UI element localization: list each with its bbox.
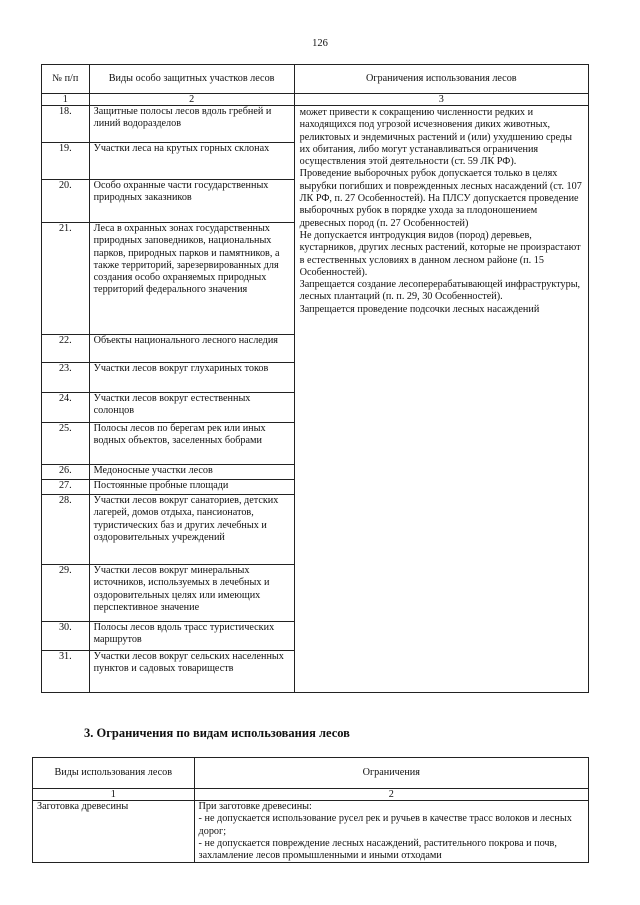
column-number-row [42, 94, 589, 106]
column-number-row [33, 789, 589, 801]
row-num: 31. [42, 651, 90, 693]
row-name: Защитные полосы лесов вдоль гребней и линий водоразделов [89, 106, 294, 143]
page-number: 126 [312, 38, 328, 49]
row-name: Участки лесов вокруг санаториев, детских лагерей, домов отдыха, пансионатов, туристических баз и других лечебных и оздоровительных учреждений [89, 495, 294, 565]
header-restrictions: Ограничения использования лесов [294, 65, 588, 94]
row-num: 21. [42, 223, 90, 335]
row-name: Особо охранные части государственных природных заказников [89, 180, 294, 223]
restriction-line: - не допускается повреждение лесных насаждений, растительного покрова и почв, захламление лесов промышленными и иными отходами [198, 837, 557, 862]
header-type: Виды особо защитных участков лесов [89, 65, 294, 94]
row-num: 24. [42, 393, 90, 423]
row-name: Участки лесов вокруг глухариных токов [89, 363, 294, 393]
col-number: 2 [89, 94, 294, 106]
row-name: Постоянные пробные площади [89, 480, 294, 495]
restriction-line: При заготовке древесины: [198, 801, 312, 812]
use-restrictions-table [32, 757, 589, 863]
row-name: Леса в охранных зонах государственных природных заповедников, национальных парков, природных парков и памятников, а также территорий, зарезервированных для создания особо охраняемых природных территорий федерального значения [89, 223, 294, 335]
row-name: Участки лесов вокруг сельских населенных пунктов и садовых товариществ [89, 651, 294, 693]
row-num: 26. [42, 465, 90, 480]
row-num: 22. [42, 335, 90, 363]
restrictions-cell [294, 106, 588, 693]
col-number: 2 [194, 789, 588, 801]
row-num: 28. [42, 495, 90, 565]
header-use-type: Виды использования лесов [33, 758, 195, 789]
row-num: 18. [42, 106, 90, 143]
table-row [42, 106, 589, 143]
row-num: 27. [42, 480, 90, 495]
row-name: Участки лесов вокруг минеральных источников, используемых в лечебных и оздоровительных целях или имеющих перспективное значение [89, 565, 294, 622]
row-name: Полосы лесов по берегам рек или иных водных объектов, заселенных бобрами [89, 423, 294, 465]
section-heading: 3. Ограничения по видам использования лесов [84, 726, 350, 740]
row-name: Участки лесов вокруг естественных солонцов [89, 393, 294, 423]
row-num: 19. [42, 143, 90, 180]
restriction-line: - не допускается использование русел рек и ручьев в качестве трасс волоков и лесных дорог; [198, 813, 572, 837]
restriction-paragraph: Проведение выборочных рубок допускается только в целях вырубки погибших и поврежденных лесных насаждений (ст. 107 ЛК РФ, п. 27 Особенностей). На ПЛСУ допускается проведение выборочных рубок в порядке ухода за плодоношением древесных пород (п. 27 Особенностей) [299, 168, 582, 229]
restriction-paragraph: может привести к сокращению численности редких и находящихся под угрозой исчезновения диких животных, реликтовых и эндемичных растений и (или) ухудшению среды их обитания, либо могут устанавливаться ограничения осуществления этой деятельности (ст. 59 ЛК РФ). [299, 107, 573, 168]
use-type-cell: Заготовка древесины [33, 801, 195, 863]
row-name: Медоносные участки лесов [89, 465, 294, 480]
restriction-paragraph: Запрещается проведение подсочки лесных насаждений [299, 303, 540, 315]
col-number: 1 [42, 94, 90, 106]
restriction-paragraph: Не допускается интродукция видов (пород) деревьев, кустарников, других лесных растений, которые не произрастают в естественных условиях в данном лесном районе (п. 15 Особенностей). [299, 229, 581, 278]
table-row [33, 801, 589, 863]
row-name: Участки леса на крутых горных склонах [89, 143, 294, 180]
header-restrictions: Ограничения [194, 758, 588, 789]
row-num: 23. [42, 363, 90, 393]
row-name: Объекты национального лесного наследия [89, 335, 294, 363]
row-num: 25. [42, 423, 90, 465]
row-num: 29. [42, 565, 90, 622]
row-num: 20. [42, 180, 90, 223]
restriction-paragraph: Запрещается создание лесоперерабатывающей инфраструктуры, лесных плантаций (п. п. 29, 30 Особенностей). [299, 279, 581, 303]
table-header-row [33, 758, 589, 789]
protective-areas-table [41, 64, 589, 693]
use-restrictions-cell [194, 801, 588, 863]
table-header-row [42, 65, 589, 94]
col-number: 1 [33, 789, 195, 801]
row-name: Полосы лесов вдоль трасс туристических маршрутов [89, 622, 294, 651]
col-number: 3 [294, 94, 588, 106]
header-num: № п/п [42, 65, 90, 94]
row-num: 30. [42, 622, 90, 651]
